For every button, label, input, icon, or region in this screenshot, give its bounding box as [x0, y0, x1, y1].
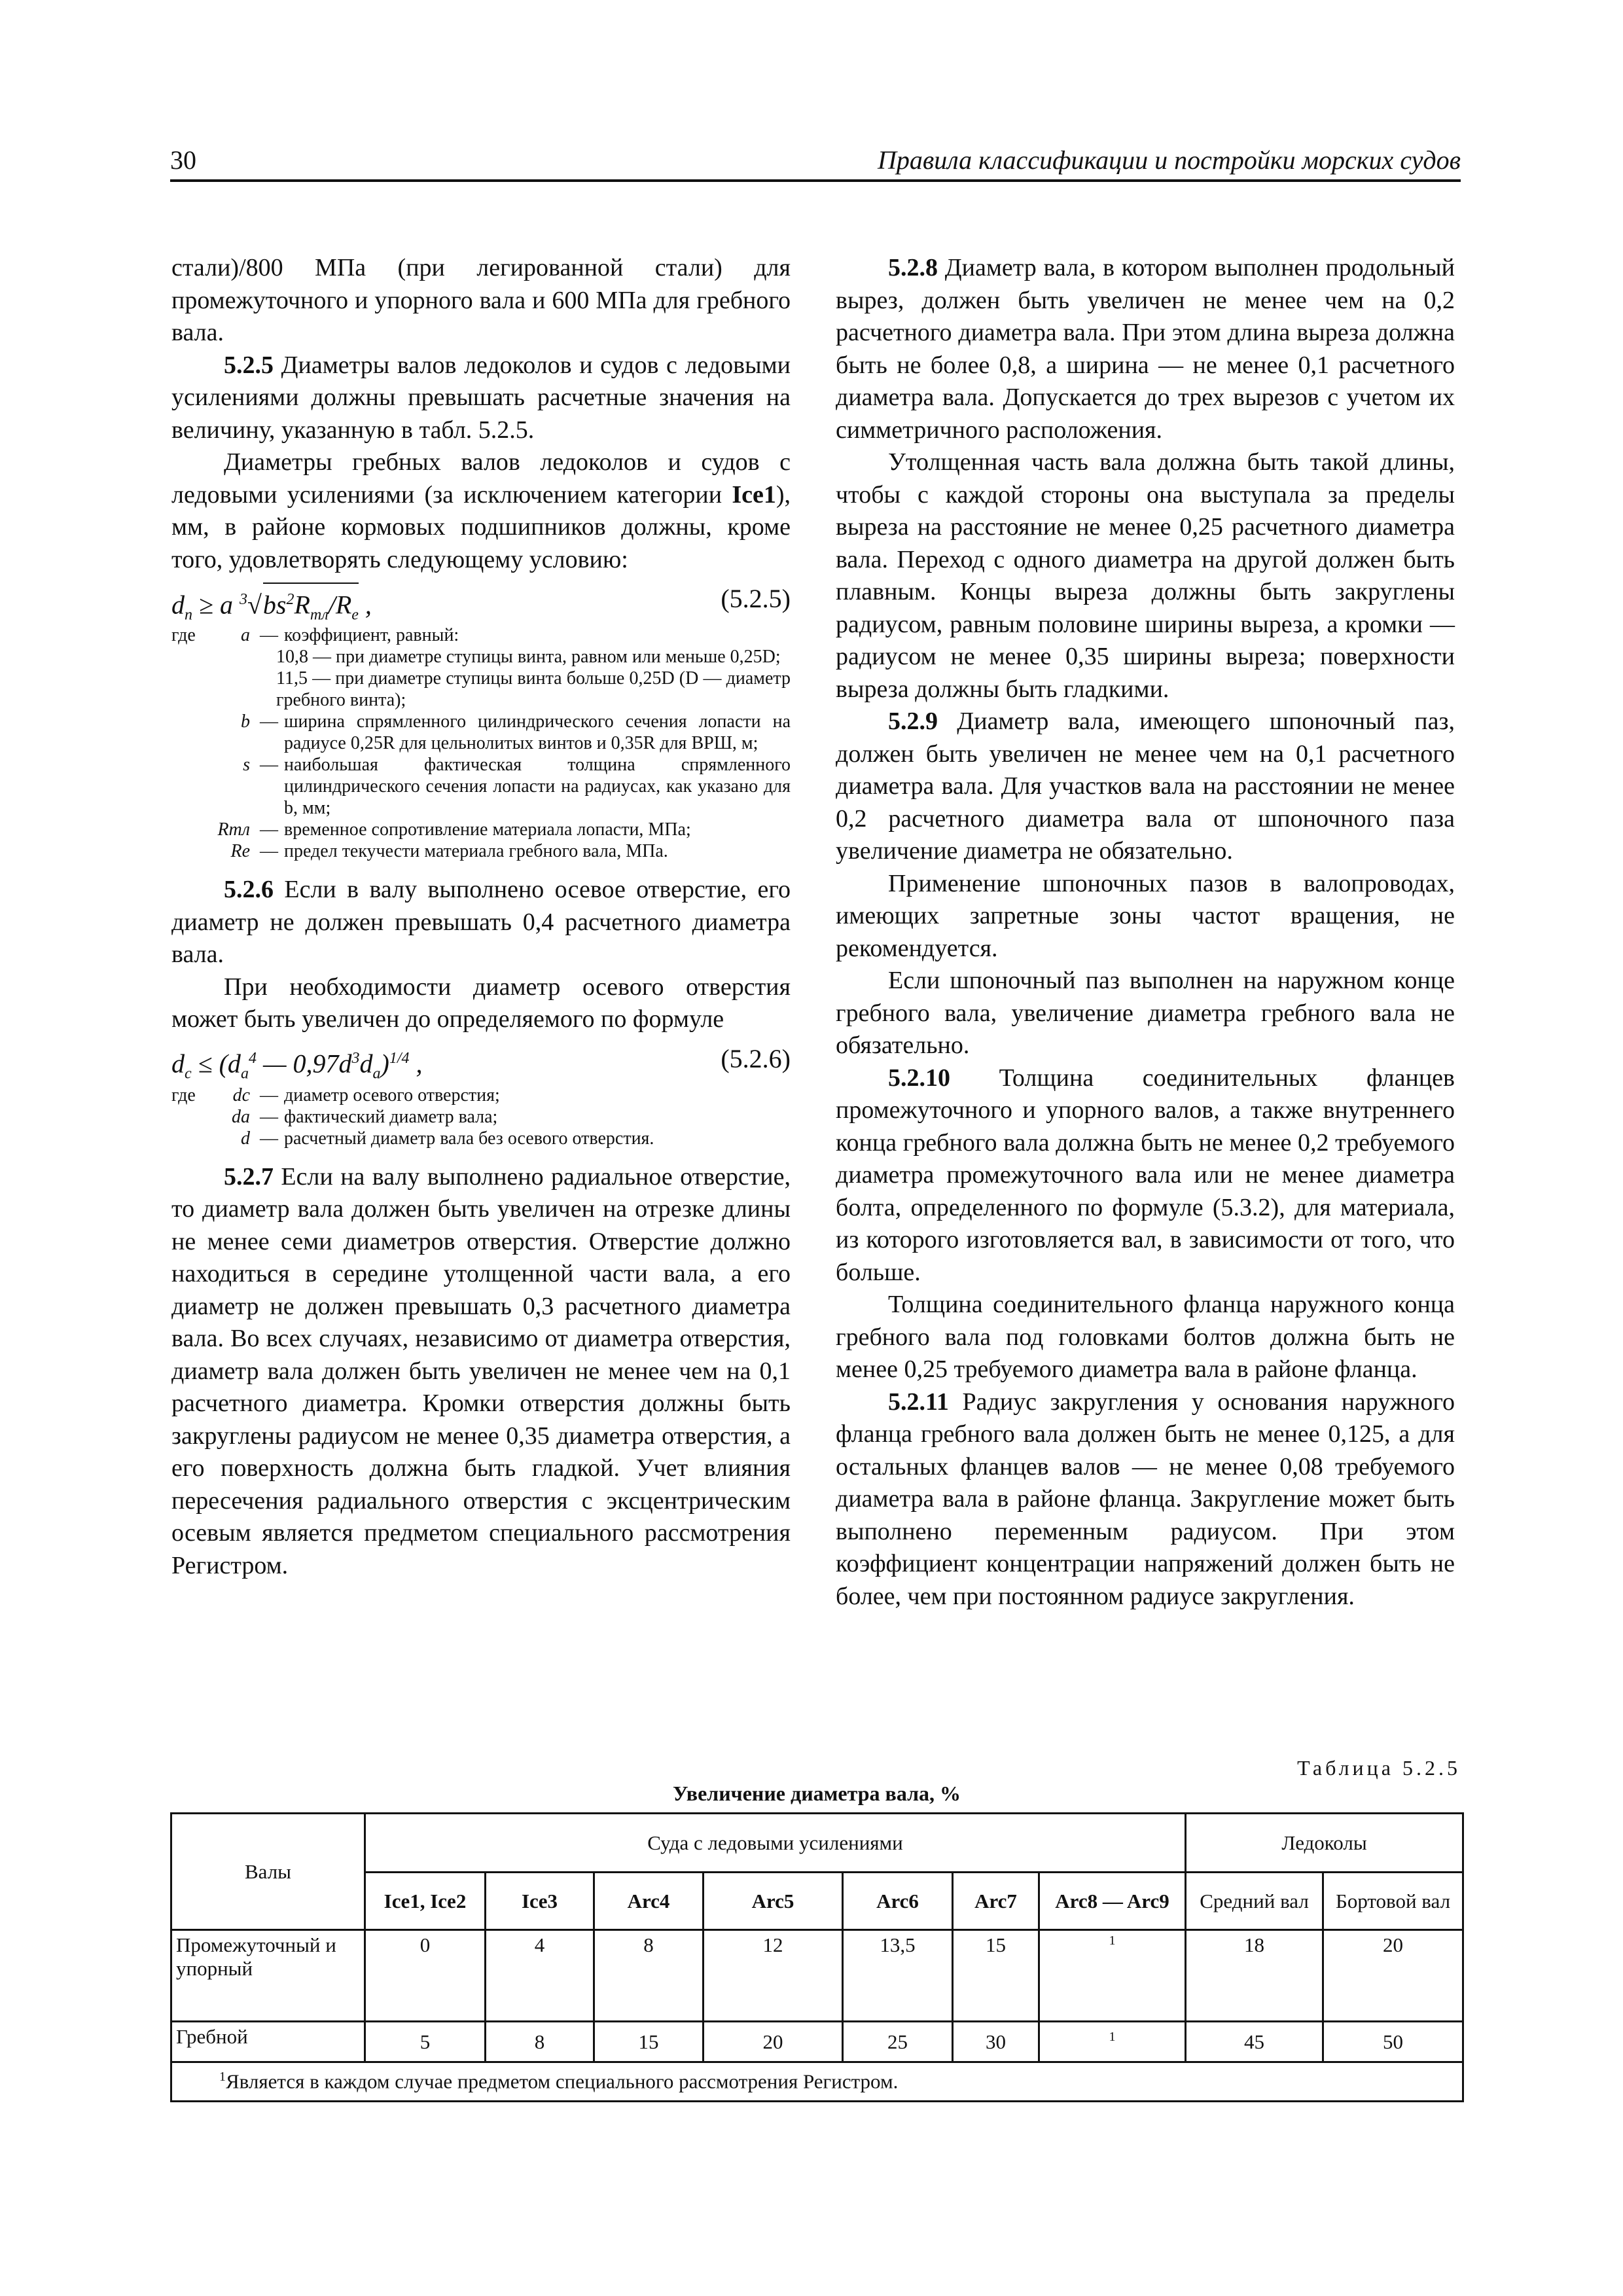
col-header: Arc5 — [704, 1873, 843, 1930]
table-cell: 0 — [365, 1930, 486, 2022]
table-cell: 30 — [953, 2022, 1039, 2062]
paragraph-5-2-7 — [171, 1161, 791, 1583]
paragraph: стали)/800 МПа (при легированной стали) для промежуточного и упорного вала и 600 МПа для гребного вала. — [171, 254, 791, 346]
legend-symbol: dc — [232, 1085, 250, 1105]
table-footnote — [171, 2062, 1463, 2102]
paragraph-text: ), мм, в районе кормовых подшипников должны, кроме того, удовлетворять следующему условию: — [171, 480, 791, 573]
col-header: Arc6 — [843, 1873, 953, 1930]
formula-expression: $d_п \ge a$ $^3√bs^2R_{тл}/R_e$ , — [171, 583, 372, 632]
table-cell: 18 — [1186, 1930, 1323, 2022]
page-number: 30 — [170, 145, 196, 175]
legend-symbol: Rтл — [217, 819, 250, 840]
footnote-marker: 1 — [1109, 2030, 1116, 2045]
paragraph-text: Диаметры валов ледоколов и судов с ледовыми усилениями должны превышать расчетные значения на величину, указанную в табл. 5.2.5. — [171, 351, 791, 444]
table-caption: Таблица 5.2.5 — [1297, 1756, 1461, 1780]
footnote-marker: 1 — [1109, 1933, 1116, 1948]
row-label: Гребной — [171, 2022, 365, 2062]
legend-row: da — фактический диаметр вала; — [171, 1106, 791, 1128]
paragraph-5-2-10 — [836, 1062, 1455, 1289]
paragraph: Утолщенная часть вала должна быть такой длины, чтобы с каждой стороны она выступала за пределы выреза на расстояние не менее 0,25 расчетного диаметра вала. Переход с одного диаметра на другой должен быть плавным. Концы выреза должны быть закруглены радиусом, равным половине ширины выреза, а кромки — радиусом не менее 0,35 ширины выреза; поверхности выреза должны быть гладкими. — [836, 448, 1455, 703]
legend-subitem: 11,5 — при диаметре ступицы винта больше 0,25D (D — диаметр гребного винта); — [276, 668, 791, 710]
section-number: 5.2.9 — [888, 708, 938, 735]
table-cell: 45 — [1186, 2022, 1323, 2062]
left-column — [171, 252, 791, 1582]
table-cell: 13,5 — [843, 1930, 953, 2022]
page-header — [170, 143, 1461, 182]
paragraph-5-2-8 — [836, 252, 1455, 446]
legend-row: d — расчетный диаметр вала без осевого отверстия. — [171, 1128, 791, 1149]
header-ice-ships: Суда с ледовыми усилениями — [365, 1814, 1186, 1873]
legend-symbol: Re — [230, 841, 250, 861]
footnote-text: Является в каждом случае предметом специального рассмотрения Регистром. — [226, 2070, 899, 2093]
formula-5-2-5 — [171, 583, 791, 624]
table-header-row — [171, 1814, 1463, 1873]
legend-description: наибольшая фактическая толщина спрямленного цилиндрического сечения лопасти на радиусах, как указано для b, мм; — [284, 755, 791, 818]
legend-subitem: 10,8 — при диаметре ступицы винта, равном или меньше 0,25D; — [276, 647, 781, 667]
paragraph-text: Если на валу выполнено радиальное отверстие, то диаметр вала должен быть увеличен на отрезке длины не менее семи диаметров отверстия. Отверстие должно находиться в середине утолщенной части вала, а его диаметр не должен превышать 0,3 расчетного диаметра вала. Во всех случаях, независимо от диаметра отверстия, диаметр вала должен быть увеличен не менее чем на 0,1 расчетного диаметра. Кромки отверстия должны быть закруглены радиусом не менее 0,35 диаметра отверстия, а его поверхность должна быть гладкой. Учет влияния пересечения радиального отверстия с эксцентрическим осевым является предметом специального рассмотрения Регистром. — [171, 1162, 791, 1579]
footnote-marker: 1 — [219, 2070, 226, 2085]
table-row — [171, 1930, 1463, 2022]
legend-lead: где — [171, 625, 196, 645]
legend-row: b — ширина спрямленного цилиндрического сечения лопасти на радиусе 0,25R для цельнолитых винтов и 0,35R для ВРШ, м; — [171, 711, 791, 754]
col-header: Средний вал — [1186, 1873, 1323, 1930]
legend-row: Rтл — временное сопротивление материала лопасти, МПа; — [171, 819, 791, 840]
section-number: 5.2.11 — [888, 1388, 949, 1416]
legend-row: s — наибольшая фактическая толщина спрямленного цилиндрического сечения лопасти на радиусах, как указано для b, мм; — [171, 754, 791, 819]
paragraph-5-2-5 — [171, 350, 791, 447]
table-subheader-row — [171, 1873, 1463, 1930]
paragraph: Толщина соединительного фланца наружного конца гребного вала под головками болтов должна быть не менее 0,25 требуемого диаметра вала в районе фланца. — [836, 1291, 1455, 1383]
legend-row: где dc — диаметр осевого отверстия; — [171, 1085, 791, 1106]
legend-description: временное сопротивление материала лопасти, МПа; — [284, 819, 691, 840]
col-header: Ice3 — [486, 1873, 594, 1930]
paragraph-text: Диаметры гребных валов ледоколов и судов с ледовыми усилениями (за исключением категории — [171, 448, 791, 509]
legend-symbol: a — [241, 625, 250, 645]
legend-symbol: s — [243, 755, 250, 775]
header-shafts: Валы — [171, 1814, 365, 1930]
paragraph: Применение шпоночных пазов в валопроводах, имеющих запретные зоны частот вращения, не рекомендуется. — [836, 869, 1455, 962]
legend-row: Re — предел текучести материала гребного вала, МПа. — [171, 840, 791, 862]
category-label: Ice1 — [732, 480, 776, 509]
col-header: Ice1, Ice2 — [365, 1873, 486, 1930]
col-header: Бортовой вал — [1323, 1873, 1463, 1930]
section-number: 5.2.10 — [888, 1064, 950, 1092]
formula-expression: $d_c \le (d_a^4$ — $0,97d^3d_a)^{1/4}$ , — [171, 1048, 423, 1082]
paragraph-5-2-9 — [836, 706, 1455, 868]
legend-description: фактический диаметр вала; — [284, 1106, 498, 1127]
legend-symbol: da — [232, 1106, 250, 1127]
legend-description: диаметр осевого отверстия; — [284, 1085, 500, 1105]
legend-row: где a — коэффициент, равный: — [171, 624, 791, 646]
table-cell: 12 — [704, 1930, 843, 2022]
table-cell: 8 — [594, 1930, 704, 2022]
paragraph-text: Диаметр вала, в котором выполнен продольный вырез, должен быть увеличен не менее чем на 0,2 расчетного диаметра вала. При этом длина выреза должна быть не более 0,8, а ширина — не менее 0,1 расчетного диаметра вала. Допускается до трех вырезов с учетом их симметричного расположения. — [836, 254, 1455, 444]
table-row — [171, 2022, 1463, 2062]
row-label: Промежуточный и упорный — [171, 1930, 365, 2022]
table-cell: 15 — [953, 1930, 1039, 2022]
header-icebreakers: Ледоколы — [1186, 1814, 1463, 1873]
section-number: 5.2.7 — [224, 1162, 274, 1191]
paragraph-text: Радиус закругления у основания наружного фланца гребного вала должен быть не менее 0,125, а для остальных фланцев валов — не менее 0,08 требуемого диаметра вала в районе фланца. Закругление может быть выполнено переменным радиусом. При этом коэффициент концентрации напряжений должен быть не более, чем при постоянном радиусе закругления. — [836, 1388, 1455, 1610]
table-cell — [1039, 2022, 1186, 2062]
table-title: Увеличение диаметра вала, % — [672, 1782, 961, 1805]
col-header: Arc7 — [953, 1873, 1039, 1930]
paragraph: При необходимости диаметр осевого отверстия может быть увеличен до определяемого по формуле — [171, 973, 791, 1033]
table-cell: 25 — [843, 2022, 953, 2062]
table-cell: 8 — [486, 2022, 594, 2062]
col-header: Arc4 — [594, 1873, 704, 1930]
formula-number: (5.2.5) — [721, 584, 791, 613]
formula-legend — [171, 624, 791, 862]
paragraph-text: Диаметр вала, имеющего шпоночный паз, должен быть увеличен не менее чем на 0,1 расчетного диаметра вала. Для участков вала на расстоянии не менее 0,2 расчетного диаметра вала от шпоночного паза увеличение диаметра не обязательно. — [836, 708, 1455, 865]
table-cell: 4 — [486, 1930, 594, 2022]
paragraph-5-2-6 — [171, 874, 791, 971]
running-title: Правила классификации и постройки морских судов — [877, 145, 1461, 175]
legend-description: предел текучести материала гребного вала, МПа. — [284, 841, 668, 861]
legend-lead: где — [171, 1085, 196, 1105]
paragraph-text: Если в валу выполнено осевое отверстие, его диаметр не должен превышать 0,4 расчетного диаметра вала. — [171, 876, 791, 968]
legend-symbol: b — [241, 711, 250, 732]
formula-5-2-6 — [171, 1043, 791, 1081]
legend-symbol: d — [241, 1128, 250, 1149]
table-cell: 20 — [704, 2022, 843, 2062]
paragraph-text: Толщина соединительных фланцев промежуточного и упорного валов, а также внутреннего конца гребного вала должна быть не менее 0,2 требуемого диаметра промежуточного вала или не менее диаметра болта, определенного по формуле (5.3.2), для материала, из которого изготовляется вал, в зависимости от того, что больше. — [836, 1064, 1455, 1286]
section-number: 5.2.8 — [888, 254, 938, 281]
legend-description: расчетный диаметр вала без осевого отверстия. — [284, 1128, 654, 1149]
col-header: Arc8 — Arc9 — [1039, 1873, 1186, 1930]
table-cell: 15 — [594, 2022, 704, 2062]
table-cell: 20 — [1323, 1930, 1463, 2022]
formula-legend — [171, 1085, 791, 1149]
paragraph-5-2-11 — [836, 1386, 1455, 1613]
legend-description: коэффициент, равный: — [284, 625, 459, 645]
paragraph — [171, 446, 791, 576]
paragraph: Если шпоночный паз выполнен на наружном конце гребного вала, увеличение диаметра гребного вала не обязательно. — [836, 967, 1455, 1059]
table-cell: 50 — [1323, 2022, 1463, 2062]
formula-number: (5.2.6) — [721, 1043, 791, 1073]
legend-description: ширина спрямленного цилиндрического сечения лопасти на радиусе 0,25R для цельнолитых винтов и 0,35R для ВРШ, м; — [284, 711, 791, 753]
table-footnote-row — [171, 2062, 1463, 2102]
section-number: 5.2.5 — [224, 351, 274, 379]
shaft-increase-table — [170, 1812, 1464, 2102]
table-cell: 5 — [365, 2022, 486, 2062]
right-column — [836, 252, 1455, 1613]
section-number: 5.2.6 — [224, 876, 274, 903]
table-cell — [1039, 1930, 1186, 2022]
